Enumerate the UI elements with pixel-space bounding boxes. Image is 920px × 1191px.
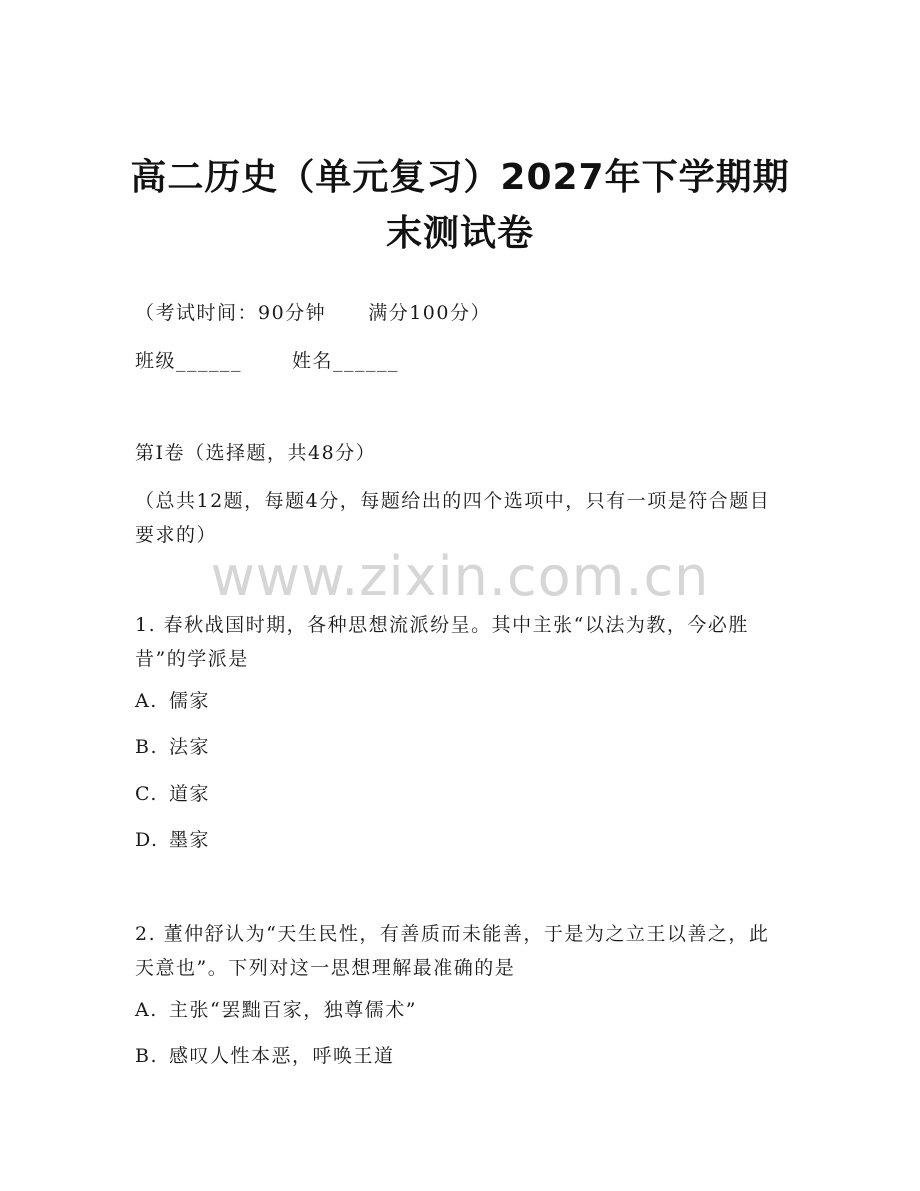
watermark: www.zixin.com.cn xyxy=(210,545,710,608)
option-text: 主张“罢黜百家，独尊儒术” xyxy=(169,999,417,1021)
question-1-option-b xyxy=(135,732,210,762)
question-2-option-b xyxy=(135,1041,395,1071)
option-text: 墨家 xyxy=(169,829,211,851)
question-2-option-a xyxy=(135,995,417,1025)
option-text: 感叹人性本恶，呼唤王道 xyxy=(169,1045,395,1067)
student-fields xyxy=(135,346,399,376)
option-text: 法家 xyxy=(169,736,211,758)
option-letter: A. xyxy=(135,690,158,712)
question-1-stem: 1. 春秋战国时期，各种思想流派纷呈。其中主张“以法为教，今必胜昔”的学派是 xyxy=(135,614,749,670)
option-letter: D. xyxy=(135,829,159,851)
option-letter: B. xyxy=(135,1045,159,1067)
question-2-stem: 2. 董仲舒认为“天生民性，有善质而未能善，于是为之立王以善之，此天意也”。下列对这一思想理解最准确的是 xyxy=(135,923,770,979)
question-1-option-c xyxy=(135,779,210,809)
section-instruction: （总共12题，每题4分，每题给出的四个选项中，只有一项是符合题目要求的） xyxy=(135,490,771,546)
option-text: 道家 xyxy=(169,783,211,805)
option-text: 儒家 xyxy=(169,690,211,712)
option-letter: B. xyxy=(135,736,159,758)
class-field: 班级______ xyxy=(135,350,243,372)
option-letter: C. xyxy=(135,783,158,805)
option-letter: A. xyxy=(135,999,158,1021)
name-field: 姓名______ xyxy=(292,350,400,372)
question-1-option-d xyxy=(135,825,210,855)
question-1-option-a xyxy=(135,686,210,716)
document-title: 高二历史（单元复习）2027年下学期期末测试卷 xyxy=(130,157,790,254)
section-heading: 第Ⅰ卷（选择题，共48分） xyxy=(135,442,377,464)
exam-info xyxy=(135,298,491,328)
exam-score: 满分100分） xyxy=(368,302,491,324)
exam-time: （考试时间：90分钟 xyxy=(135,302,327,324)
